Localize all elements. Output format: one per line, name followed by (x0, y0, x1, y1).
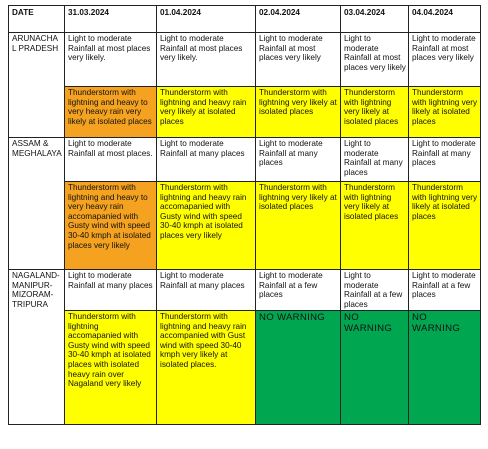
rainfall-cell: Light to moderate Rainfall at many places (409, 138, 481, 182)
rainfall-cell: Light to moderate Rainfall at most places very likely (256, 33, 341, 87)
warning-cell: Thunderstorm with lightning very likely at isolated places (256, 87, 341, 138)
region-name: NAGALAND-MANIPUR-MIZORAM-TRIPURA (9, 270, 65, 425)
rainfall-cell: Light to moderate Rainfall at a few places (256, 270, 341, 311)
warning-cell: Thunderstorm with lightning very likely at isolated places (409, 87, 481, 138)
header-day-3: 02.04.2024 (256, 6, 341, 33)
warning-cell: Thunderstorm with lightning very likely at isolated places (341, 182, 409, 270)
table-row (9, 87, 481, 138)
warning-cell: Thunderstorm with lightning very likely at isolated places (341, 87, 409, 138)
warning-cell: Thunderstorm with lightning very likely at isolated places (409, 182, 481, 270)
table-row (9, 182, 481, 270)
rainfall-cell: Light to moderate Rainfall at most places very likely (341, 33, 409, 87)
warning-cell: Thunderstorm with lightning and heavy to very heavy rain very likely at isolated places (65, 87, 157, 138)
rainfall-cell: Light to moderate Rainfall at a few places (341, 270, 409, 311)
warning-cell: Thunderstorm with lightning accomapanied with Gusty wind with speed 30-40 kmph at isolated places with isolated heavy rain over Nagaland very likely (65, 311, 157, 425)
rainfall-cell: Light to moderate Rainfall at many places (65, 270, 157, 311)
table-row (9, 138, 481, 182)
warning-cell: Thunderstorm with lightning and heavy rain accompanied with Gust wind with speed 30-40 kmph very likely at isolated places. (157, 311, 256, 425)
region-name: ASSAM & MEGHALAYA (9, 138, 65, 270)
weather-warning-table (8, 5, 481, 425)
warning-cell: Thunderstorm with lightning and heavy rain accomapanied with Gusty wind with speed 30-40 kmph at isolated places very likely (157, 182, 256, 270)
no-warning-cell: NO WARNING (256, 311, 341, 425)
warning-cell: Thunderstorm with lightning and heavy to very heavy rain accomapanied with Gusty wind with speed 30-40 kmph at isolated places very likely (65, 182, 157, 270)
rainfall-cell: Light to moderate Rainfall at most places very likely (409, 33, 481, 87)
no-warning-cell: NO WARNING (409, 311, 481, 425)
table-row (9, 270, 481, 311)
header-day-2: 01.04.2024 (157, 6, 256, 33)
header-date: DATE (9, 6, 65, 33)
rainfall-cell: Light to moderate Rainfall at most places very likely. (65, 33, 157, 87)
header-day-5: 04.04.2024 (409, 6, 481, 33)
region-name: ARUNACHAL PRADESH (9, 33, 65, 138)
rainfall-cell: Light to moderate Rainfall at many places (157, 138, 256, 182)
rainfall-cell: Light to moderate Rainfall at many places (256, 138, 341, 182)
table-row (9, 33, 481, 87)
header-day-1: 31.03.2024 (65, 6, 157, 33)
rainfall-cell: Light to moderate Rainfall at many places (341, 138, 409, 182)
no-warning-cell: NO WARNING (341, 311, 409, 425)
header-day-4: 03.04.2024 (341, 6, 409, 33)
rainfall-cell: Light to moderate Rainfall at many places (157, 270, 256, 311)
table-row (9, 311, 481, 425)
header-row (9, 6, 481, 33)
rainfall-cell: Light to moderate Rainfall at a few places (409, 270, 481, 311)
warning-cell: Thunderstorm with lightning very likely at isolated places (256, 182, 341, 270)
rainfall-cell: Light to moderate Rainfall at most places very likely. (157, 33, 256, 87)
warning-cell: Thunderstorm with lightning and heavy rain very likely at isolated places (157, 87, 256, 138)
rainfall-cell: Light to moderate Rainfall at most places. (65, 138, 157, 182)
